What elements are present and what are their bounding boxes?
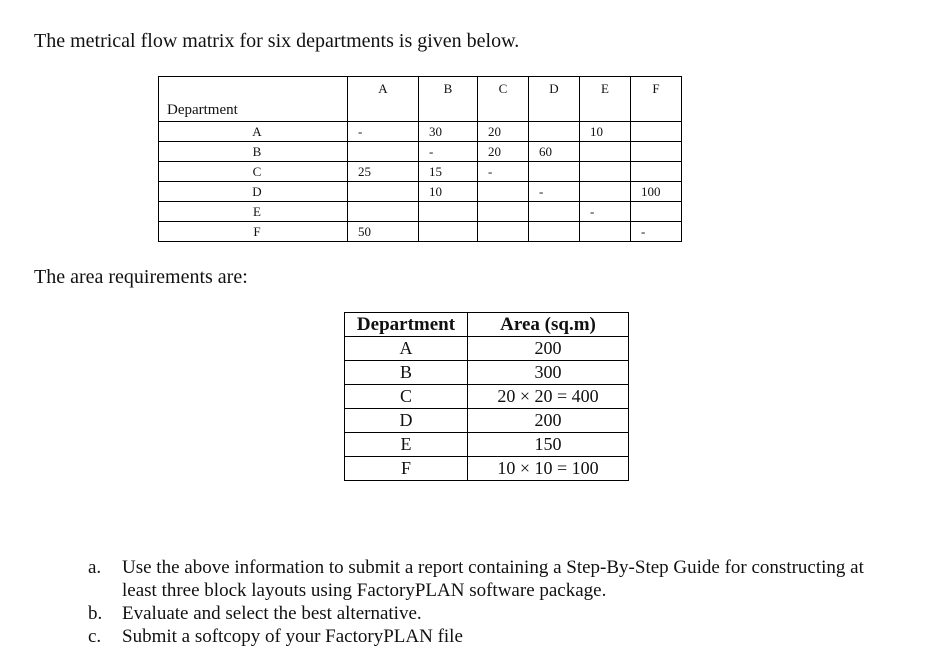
flow-cell xyxy=(348,182,419,202)
flow-cell xyxy=(478,222,529,242)
flow-col-header: B xyxy=(419,77,478,122)
flow-cell: 20 xyxy=(478,122,529,142)
area-department-cell: E xyxy=(345,433,468,457)
flow-col-header: A xyxy=(348,77,419,122)
flow-cell: - xyxy=(529,182,580,202)
area-intro-text: The area requirements are: xyxy=(34,266,248,288)
flow-cell xyxy=(478,202,529,222)
flow-cell xyxy=(529,162,580,182)
flow-row-label: A xyxy=(159,122,348,142)
flow-cell xyxy=(631,202,682,222)
area-row xyxy=(345,337,629,361)
area-department-cell: A xyxy=(345,337,468,361)
flow-row-label: D xyxy=(159,182,348,202)
area-department-cell: F xyxy=(345,457,468,481)
flow-matrix-table xyxy=(158,76,682,242)
flow-cell: - xyxy=(580,202,631,222)
flow-cell: 10 xyxy=(580,122,631,142)
flow-cell: 100 xyxy=(631,182,682,202)
area-header-department: Department xyxy=(345,313,468,337)
area-row xyxy=(345,385,629,409)
flow-cell: 60 xyxy=(529,142,580,162)
flow-row xyxy=(159,202,682,222)
flow-cell xyxy=(631,142,682,162)
flow-cell xyxy=(478,182,529,202)
flow-cell xyxy=(419,222,478,242)
area-row xyxy=(345,433,629,457)
flow-cell xyxy=(529,222,580,242)
flow-col-header: F xyxy=(631,77,682,122)
area-value-cell: 10 × 10 = 100 xyxy=(468,457,629,481)
flow-row xyxy=(159,222,682,242)
flow-row xyxy=(159,182,682,202)
flow-col-header: D xyxy=(529,77,580,122)
area-requirements-table xyxy=(344,312,629,481)
flow-corner-label: Department xyxy=(167,102,238,118)
task-marker: c. xyxy=(88,626,102,647)
flow-cell: - xyxy=(478,162,529,182)
flow-col-header: C xyxy=(478,77,529,122)
flow-cell xyxy=(580,182,631,202)
flow-cell: - xyxy=(419,142,478,162)
area-header-area: Area (sq.m) xyxy=(468,313,629,337)
area-value-cell: 300 xyxy=(468,361,629,385)
flow-corner-cell xyxy=(159,77,348,122)
flow-col-header: E xyxy=(580,77,631,122)
flow-cell xyxy=(631,162,682,182)
area-row xyxy=(345,457,629,481)
area-value-cell: 200 xyxy=(468,409,629,433)
area-department-cell: D xyxy=(345,409,468,433)
flow-cell xyxy=(631,122,682,142)
area-row xyxy=(345,361,629,385)
flow-row-label: C xyxy=(159,162,348,182)
flow-cell xyxy=(580,162,631,182)
task-list xyxy=(88,556,868,648)
flow-cell: 20 xyxy=(478,142,529,162)
flow-cell: 10 xyxy=(419,182,478,202)
area-value-cell: 20 × 20 = 400 xyxy=(468,385,629,409)
flow-header-row xyxy=(159,77,682,122)
task-text: Submit a softcopy of your FactoryPLAN file xyxy=(122,626,463,647)
flow-cell xyxy=(419,202,478,222)
flow-row xyxy=(159,122,682,142)
area-header-row xyxy=(345,313,629,337)
flow-row xyxy=(159,162,682,182)
area-value-cell: 200 xyxy=(468,337,629,361)
flow-row-label: B xyxy=(159,142,348,162)
flow-cell xyxy=(529,202,580,222)
flow-cell xyxy=(580,142,631,162)
flow-cell xyxy=(529,122,580,142)
flow-row-label: E xyxy=(159,202,348,222)
task-text: Evaluate and select the best alternative. xyxy=(122,603,422,624)
task-item xyxy=(88,602,868,625)
task-item xyxy=(88,625,868,648)
flow-cell: 25 xyxy=(348,162,419,182)
intro-text: The metrical flow matrix for six departments is given below. xyxy=(34,30,520,52)
task-marker: a. xyxy=(88,557,102,578)
flow-cell: 15 xyxy=(419,162,478,182)
area-department-cell: B xyxy=(345,361,468,385)
flow-cell: 30 xyxy=(419,122,478,142)
flow-cell xyxy=(348,142,419,162)
area-row xyxy=(345,409,629,433)
area-value-cell: 150 xyxy=(468,433,629,457)
task-marker: b. xyxy=(88,603,103,624)
flow-cell xyxy=(580,222,631,242)
flow-cell: 50 xyxy=(348,222,419,242)
area-department-cell: C xyxy=(345,385,468,409)
flow-row-label: F xyxy=(159,222,348,242)
flow-cell: - xyxy=(631,222,682,242)
task-text: Use the above information to submit a report containing a Step-By-Step Guide for constructing at least three block layouts using FactoryPLAN software package. xyxy=(122,557,864,601)
flow-cell: - xyxy=(348,122,419,142)
flow-cell xyxy=(348,202,419,222)
flow-row xyxy=(159,142,682,162)
task-item xyxy=(88,556,868,602)
